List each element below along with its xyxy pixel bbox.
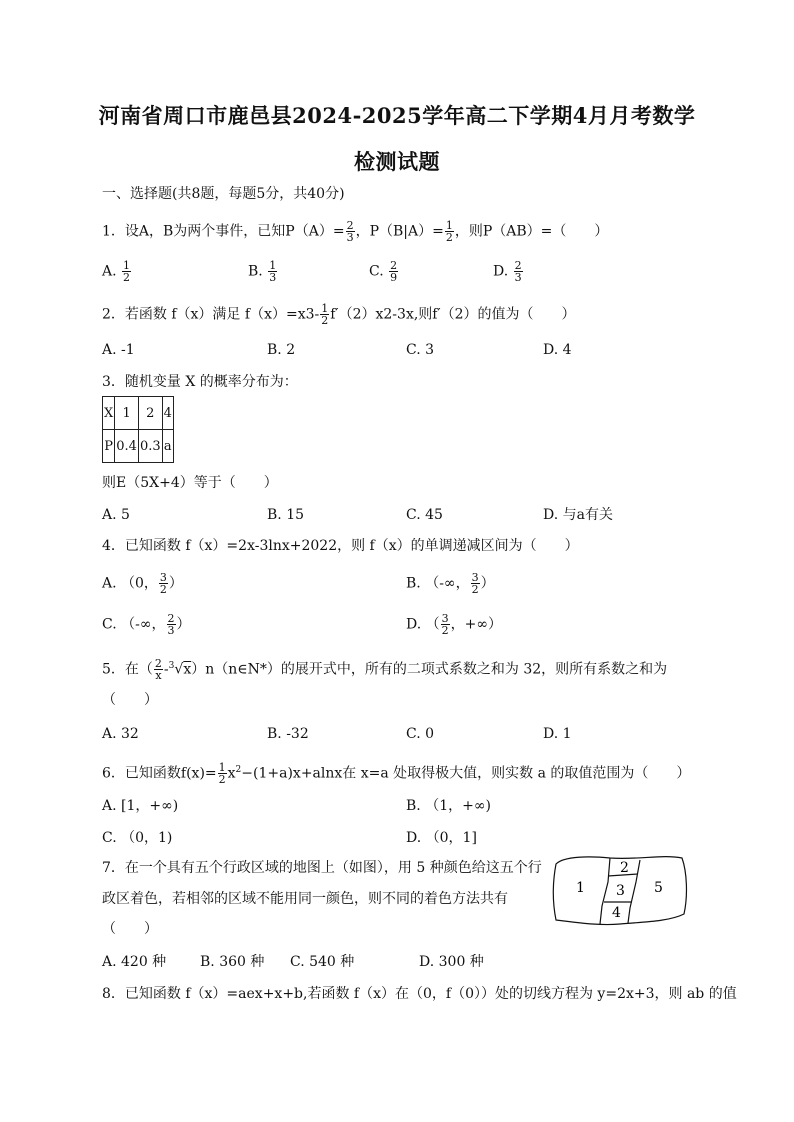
question-4: 4．已知函数 f（x）=2x-3lnx+2022，则 f（x）的单调递减区间为（ ）	[102, 538, 579, 554]
q6-option-d: D. （0，1]	[406, 830, 477, 846]
question-7-line1: 7．在一个具有五个行政区域的地图上（如图），用 5 种颜色给这五个行	[102, 860, 542, 876]
q5-option-d: D. 1	[543, 726, 572, 742]
section-heading: 一、选择题(共8题，每题5分，共40分)	[102, 186, 345, 202]
exam-title-line2: 检测试题	[354, 149, 440, 174]
region-label: 4	[612, 905, 621, 921]
q6-option-c: C. （0，1)	[102, 830, 173, 846]
question-8: 8．已知函数 f（x）=aex+x+b,若函数 f（x）在（0，f（0））处的切线方程为 y=2x+3，则 ab 的值	[102, 986, 737, 1002]
q7-option-b: B. 360 种	[200, 954, 265, 970]
q5-option-b: B. -32	[267, 726, 309, 742]
probability-table	[102, 396, 174, 463]
q5-option-c: C. 0	[406, 726, 435, 742]
fraction: $\frac{1}{2}$	[445, 219, 453, 244]
q4-option-a: A. （0， $\frac{3}{2}$ ）	[102, 571, 183, 596]
map-border	[628, 860, 640, 923]
table-row: P 0.4 0.3 a	[103, 430, 174, 463]
question-6: 6．已知函数f(x)= $\frac{1}{2}$ $x^2-(1+a)x+alnx$在 x=a 处取得极大值，则实数 a 的取值范围为（ ）	[102, 761, 691, 787]
q7-option-a: A. 420 种	[102, 954, 167, 970]
q4-option-d: D. （ $\frac{3}{2}$ ，+∞）	[406, 612, 503, 637]
q5-option-a: A. 32	[102, 726, 139, 742]
q3-option-c: C. 45	[406, 507, 443, 523]
table-row: X 1 2 4	[103, 397, 174, 430]
q1-option-c: C. $\frac{2}{9}$	[369, 259, 398, 284]
cube-root: √x	[174, 661, 192, 678]
q4-option-c: C. （-∞， $\frac{2}{3}$ ）	[102, 612, 191, 637]
q6-option-a: A. [1，+∞)	[102, 798, 179, 814]
q1-option-a: A. $\frac{1}{2}$	[102, 259, 131, 284]
fraction: $\frac{2}{3}$	[346, 219, 354, 244]
q3-option-d: D. 与a有关	[543, 507, 613, 523]
question-5: 5．在（ $\frac{2}{x}$ -$^3$√x）n（n∈N*）的展开式中，所有的二项式系数之和为 32，则所有系数之和为	[102, 657, 668, 683]
q2-option-c: C. 3	[406, 342, 435, 358]
exam-title-line1: 河南省周口市鹿邑县2024-2025学年高二下学期4月月考数学	[98, 103, 696, 128]
region-label: 1	[576, 880, 585, 896]
question-3-ask: 则E（5X+4）等于（ ）	[102, 475, 278, 491]
q4-option-b: B. （-∞， $\frac{3}{2}$ ）	[406, 571, 495, 596]
q3-option-a: A. 5	[102, 507, 130, 523]
q2-option-d: D. 4	[543, 342, 572, 358]
question-2: 2．若函数 f（x）满足 f（x）=x3- $\frac{1}{2}$ f′（2）x2-3x,则f′（2）的值为（ ）	[102, 302, 576, 327]
map-border	[600, 858, 610, 924]
q3-option-b: B. 15	[267, 507, 305, 523]
question-7-line3: （ ）	[102, 921, 158, 937]
q7-option-d: D. 300 种	[419, 954, 484, 970]
region-map-figure	[550, 850, 690, 930]
region-label: 5	[654, 880, 663, 896]
question-5-bracket: （ ）	[102, 692, 158, 708]
region-label: 3	[616, 883, 625, 899]
q2-option-b: B. 2	[267, 342, 296, 358]
q1-option-d: D. $\frac{2}{3}$	[493, 259, 522, 284]
q2-option-a: A. -1	[102, 342, 135, 358]
question-3: 3．随机变量 X 的概率分布为：	[102, 374, 298, 390]
q1-option-b: B. $\frac{1}{3}$	[248, 259, 277, 284]
question-7-line2: 政区着色，若相邻的区域不能用同一颜色，则不同的着色方法共有	[102, 891, 508, 907]
q6-option-b: B. （1，+∞)	[406, 798, 491, 814]
region-label: 2	[620, 860, 629, 876]
question-1: 1．设A，B为两个事件，已知P（A）= $\frac{2}{3}$ ，P（B|A）= $\frac{1}{2}$ ，则P（AB）=（ ）	[102, 219, 609, 244]
q7-option-c: C. 540 种	[290, 954, 355, 970]
